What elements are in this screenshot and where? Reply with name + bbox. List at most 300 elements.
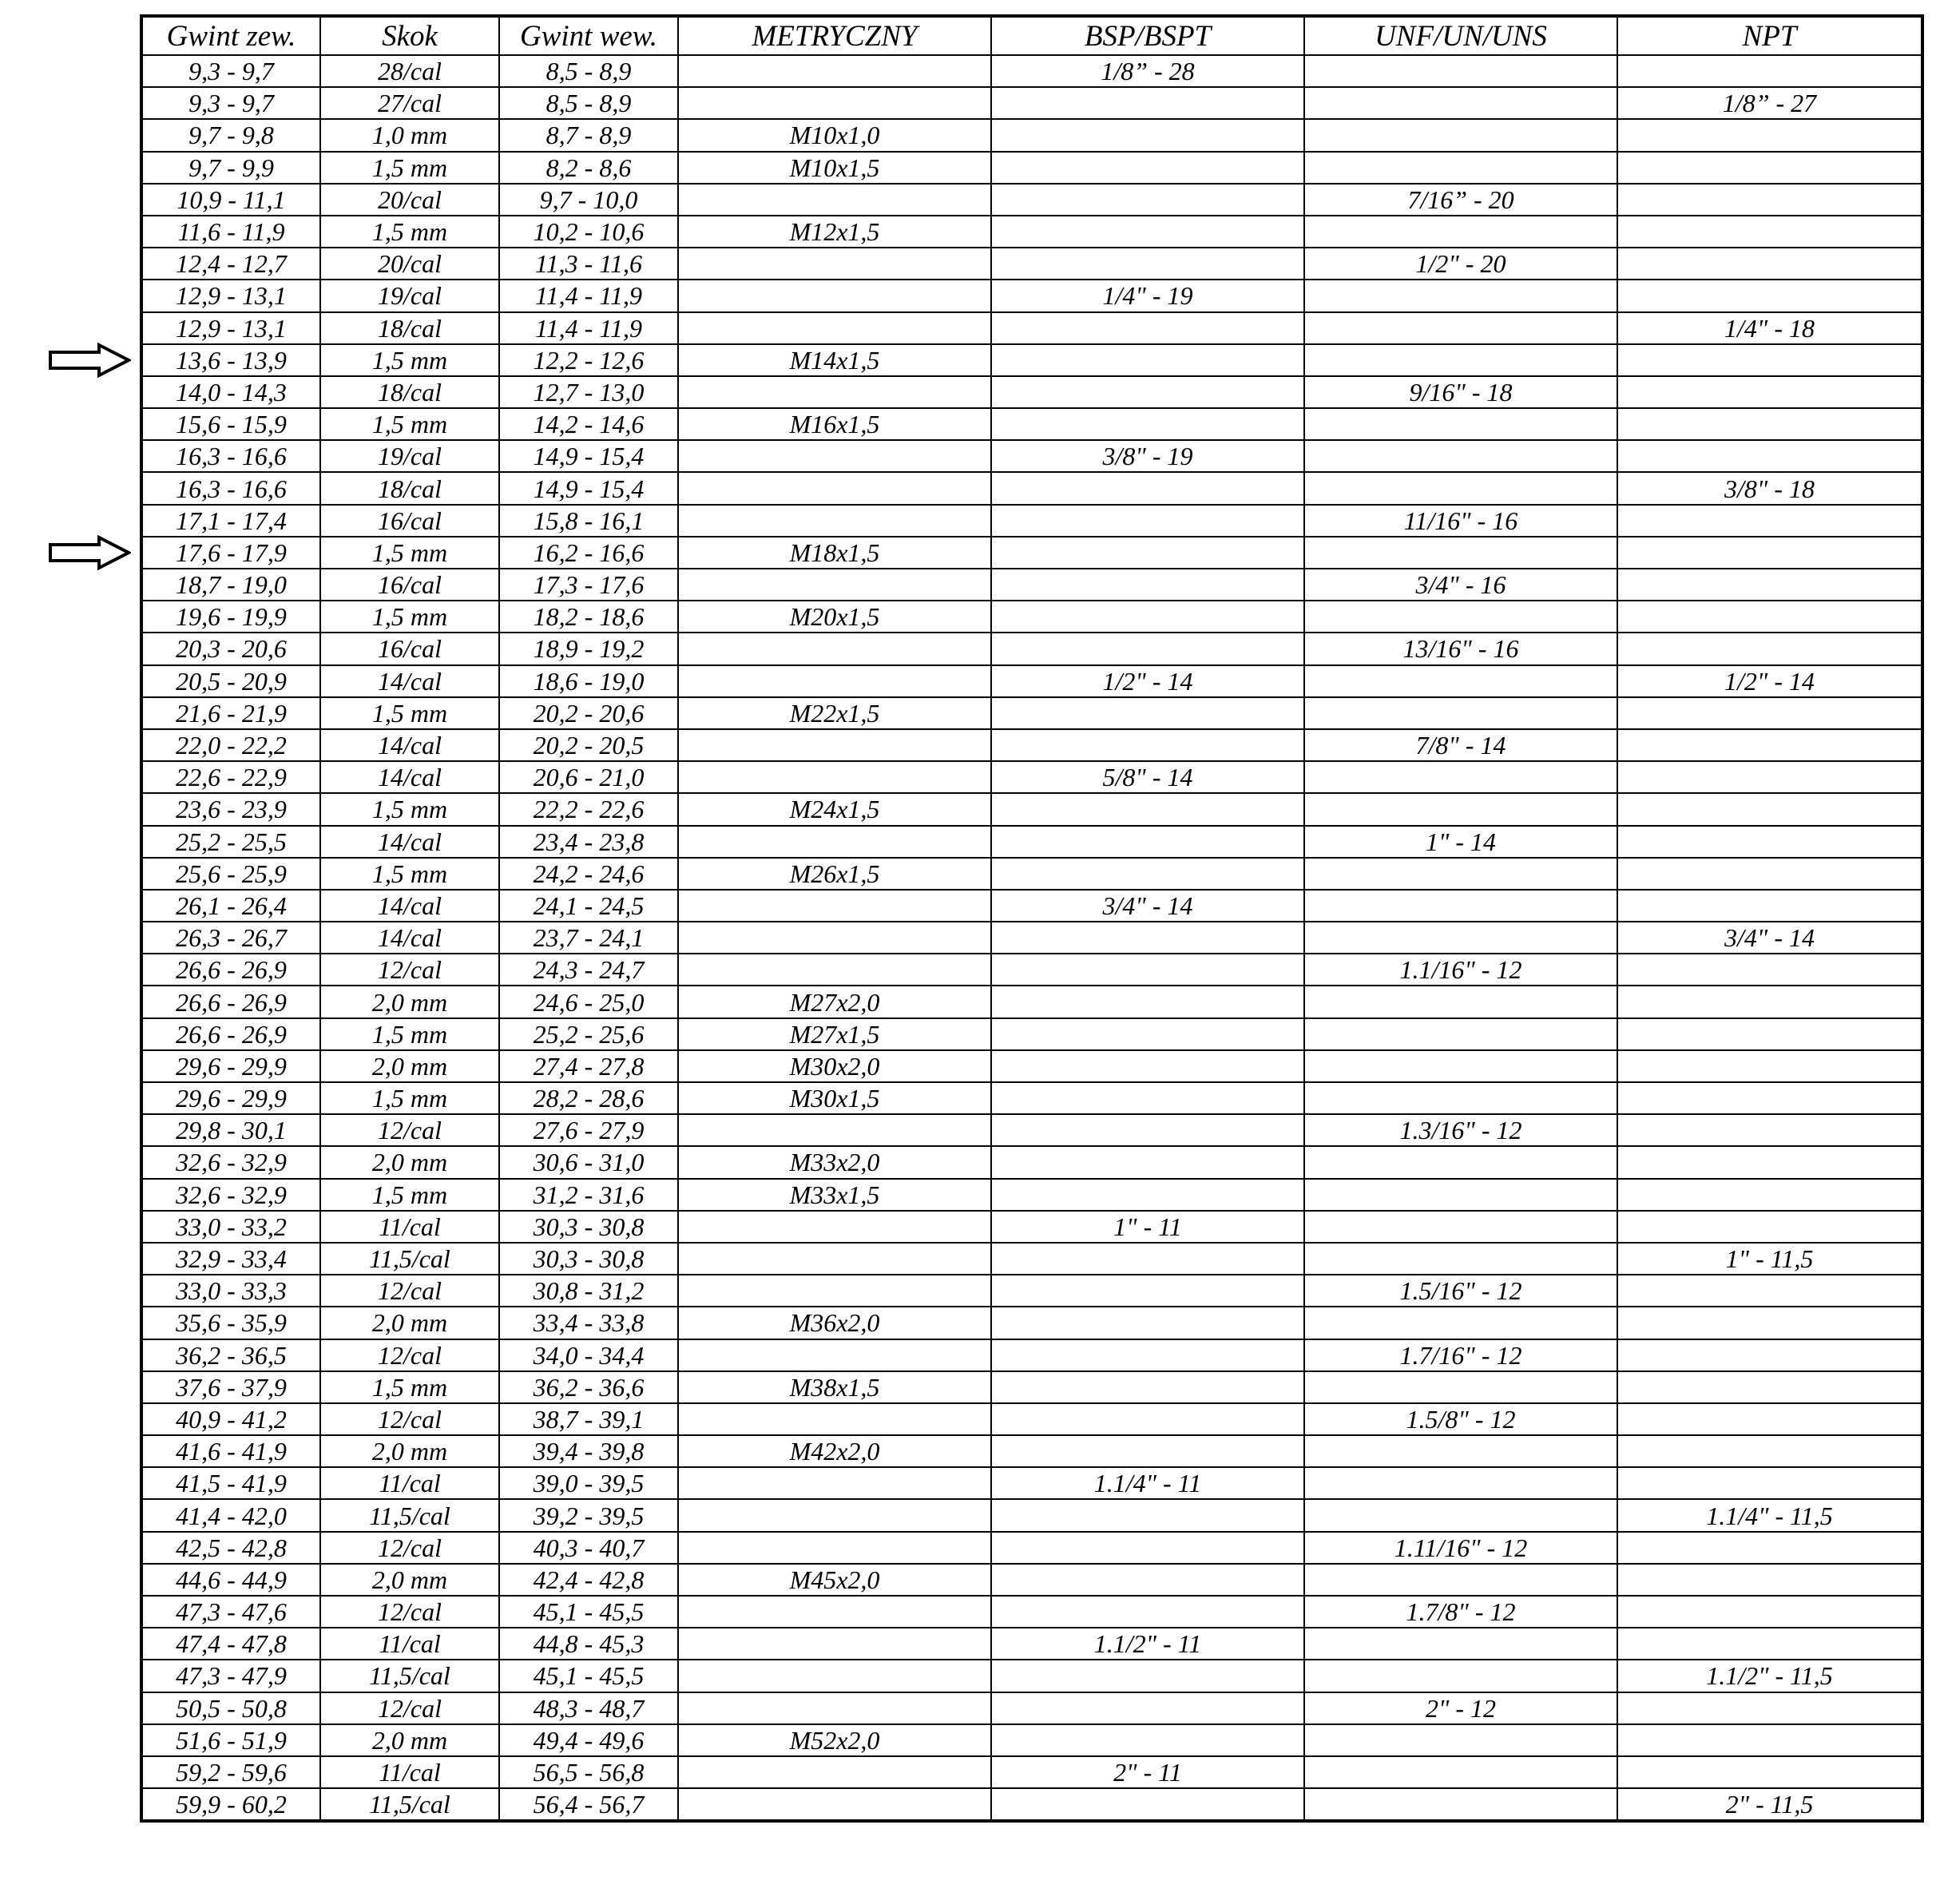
table-row xyxy=(141,248,1922,280)
cell-metric: M33x2,0 xyxy=(678,1146,991,1178)
cell-npt xyxy=(1617,1179,1922,1211)
cell-unf-un-uns: 7/16” - 20 xyxy=(1304,184,1617,216)
cell-internal-thread: 34,0 - 34,4 xyxy=(499,1339,678,1371)
cell-bsp-bspt xyxy=(991,1692,1304,1724)
cell-unf-un-uns xyxy=(1304,1211,1617,1243)
cell-unf-un-uns: 1.5/8" - 12 xyxy=(1304,1403,1617,1435)
table-row xyxy=(141,408,1922,440)
table-row xyxy=(141,1018,1922,1050)
cell-bsp-bspt: 5/8" - 14 xyxy=(991,761,1304,793)
cell-pitch: 14/cal xyxy=(320,729,499,761)
cell-pitch: 2,0 mm xyxy=(320,1146,499,1178)
cell-pitch: 1,5 mm xyxy=(320,537,499,569)
cell-external-thread: 20,3 - 20,6 xyxy=(141,633,320,664)
cell-bsp-bspt xyxy=(991,376,1304,408)
cell-external-thread: 10,9 - 11,1 xyxy=(141,184,320,216)
cell-unf-un-uns: 7/8" - 14 xyxy=(1304,729,1617,761)
cell-metric: M33x1,5 xyxy=(678,1179,991,1211)
cell-internal-thread: 33,4 - 33,8 xyxy=(499,1307,678,1339)
cell-pitch: 27/cal xyxy=(320,87,499,119)
cell-external-thread: 9,3 - 9,7 xyxy=(141,55,320,87)
table-row xyxy=(141,793,1922,825)
cell-metric xyxy=(678,55,991,87)
cell-pitch: 1,5 mm xyxy=(320,216,499,248)
cell-external-thread: 44,6 - 44,9 xyxy=(141,1564,320,1596)
cell-unf-un-uns xyxy=(1304,793,1617,825)
cell-unf-un-uns xyxy=(1304,440,1617,472)
cell-external-thread: 16,3 - 16,6 xyxy=(141,472,320,504)
cell-npt: 3/4" - 14 xyxy=(1617,922,1922,954)
cell-internal-thread: 8,5 - 8,9 xyxy=(499,87,678,119)
cell-unf-un-uns: 1.1/16" - 12 xyxy=(1304,954,1617,986)
cell-external-thread: 26,6 - 26,9 xyxy=(141,1018,320,1050)
cell-metric xyxy=(678,472,991,504)
cell-metric xyxy=(678,312,991,344)
cell-pitch: 16/cal xyxy=(320,505,499,537)
cell-unf-un-uns: 1" - 14 xyxy=(1304,826,1617,858)
cell-npt xyxy=(1617,1114,1922,1146)
cell-internal-thread: 8,2 - 8,6 xyxy=(499,152,678,184)
cell-external-thread: 29,8 - 30,1 xyxy=(141,1114,320,1146)
cell-internal-thread: 36,2 - 36,6 xyxy=(499,1371,678,1403)
cell-internal-thread: 16,2 - 16,6 xyxy=(499,537,678,569)
cell-internal-thread: 11,3 - 11,6 xyxy=(499,248,678,280)
cell-unf-un-uns xyxy=(1304,601,1617,633)
cell-npt xyxy=(1617,55,1922,87)
cell-npt xyxy=(1617,569,1922,601)
cell-internal-thread: 18,9 - 19,2 xyxy=(499,633,678,664)
cell-pitch: 12/cal xyxy=(320,1275,499,1307)
cell-npt: 3/8" - 18 xyxy=(1617,472,1922,504)
header-pitch: Skok xyxy=(320,16,499,55)
cell-pitch: 11/cal xyxy=(320,1628,499,1660)
cell-internal-thread: 24,1 - 24,5 xyxy=(499,890,678,922)
cell-unf-un-uns xyxy=(1304,1660,1617,1692)
cell-unf-un-uns xyxy=(1304,1371,1617,1403)
table-row xyxy=(141,119,1922,151)
cell-npt xyxy=(1617,826,1922,858)
cell-metric: M26x1,5 xyxy=(678,858,991,890)
cell-pitch: 18/cal xyxy=(320,472,499,504)
cell-external-thread: 26,3 - 26,7 xyxy=(141,922,320,954)
cell-bsp-bspt xyxy=(991,922,1304,954)
cell-unf-un-uns: 11/16" - 16 xyxy=(1304,505,1617,537)
table-row xyxy=(141,1564,1922,1596)
cell-unf-un-uns xyxy=(1304,537,1617,569)
cell-unf-un-uns: 3/4" - 16 xyxy=(1304,569,1617,601)
cell-bsp-bspt xyxy=(991,1307,1304,1339)
header-bsp-bspt: BSP/BSPT xyxy=(991,16,1304,55)
cell-internal-thread: 39,4 - 39,8 xyxy=(499,1435,678,1467)
cell-bsp-bspt xyxy=(991,1146,1304,1178)
cell-internal-thread: 30,6 - 31,0 xyxy=(499,1146,678,1178)
cell-unf-un-uns: 1.11/16" - 12 xyxy=(1304,1532,1617,1564)
cell-npt xyxy=(1617,1435,1922,1467)
cell-metric xyxy=(678,665,991,697)
cell-internal-thread: 40,3 - 40,7 xyxy=(499,1532,678,1564)
cell-external-thread: 41,4 - 42,0 xyxy=(141,1499,320,1531)
cell-internal-thread: 56,5 - 56,8 xyxy=(499,1756,678,1788)
cell-unf-un-uns xyxy=(1304,1756,1617,1788)
cell-npt xyxy=(1617,1467,1922,1499)
cell-pitch: 1,0 mm xyxy=(320,119,499,151)
table-row xyxy=(141,1532,1922,1564)
cell-external-thread: 47,3 - 47,6 xyxy=(141,1596,320,1628)
cell-npt xyxy=(1617,858,1922,890)
cell-npt xyxy=(1617,248,1922,280)
cell-bsp-bspt xyxy=(991,87,1304,119)
cell-external-thread: 11,6 - 11,9 xyxy=(141,216,320,248)
cell-metric xyxy=(678,761,991,793)
cell-external-thread: 25,2 - 25,5 xyxy=(141,826,320,858)
cell-npt xyxy=(1617,793,1922,825)
cell-unf-un-uns xyxy=(1304,1628,1617,1660)
cell-pitch: 2,0 mm xyxy=(320,1050,499,1082)
table-row xyxy=(141,87,1922,119)
cell-npt xyxy=(1617,537,1922,569)
cell-internal-thread: 23,4 - 23,8 xyxy=(499,826,678,858)
cell-pitch: 1,5 mm xyxy=(320,601,499,633)
cell-internal-thread: 38,7 - 39,1 xyxy=(499,1403,678,1435)
cell-bsp-bspt xyxy=(991,1499,1304,1531)
table-row xyxy=(141,697,1922,729)
cell-internal-thread: 11,4 - 11,9 xyxy=(499,312,678,344)
cell-bsp-bspt xyxy=(991,826,1304,858)
table-row xyxy=(141,1499,1922,1531)
cell-pitch: 19/cal xyxy=(320,280,499,311)
table-row xyxy=(141,1275,1922,1307)
cell-pitch: 12/cal xyxy=(320,1596,499,1628)
table-row xyxy=(141,858,1922,890)
cell-npt xyxy=(1617,184,1922,216)
cell-pitch: 1,5 mm xyxy=(320,697,499,729)
cell-internal-thread: 44,8 - 45,3 xyxy=(499,1628,678,1660)
table-row xyxy=(141,761,1922,793)
cell-unf-un-uns: 1/2" - 20 xyxy=(1304,248,1617,280)
cell-unf-un-uns: 13/16" - 16 xyxy=(1304,633,1617,664)
cell-unf-un-uns xyxy=(1304,216,1617,248)
cell-internal-thread: 42,4 - 42,8 xyxy=(499,1564,678,1596)
cell-unf-un-uns xyxy=(1304,312,1617,344)
cell-pitch: 11,5/cal xyxy=(320,1243,499,1275)
cell-external-thread: 15,6 - 15,9 xyxy=(141,408,320,440)
table-row xyxy=(141,1339,1922,1371)
cell-metric: M24x1,5 xyxy=(678,793,991,825)
cell-npt xyxy=(1617,1275,1922,1307)
cell-unf-un-uns xyxy=(1304,55,1617,87)
cell-internal-thread: 22,2 - 22,6 xyxy=(499,793,678,825)
cell-internal-thread: 31,2 - 31,6 xyxy=(499,1179,678,1211)
cell-internal-thread: 17,3 - 17,6 xyxy=(499,569,678,601)
cell-npt: 1.1/2" - 11,5 xyxy=(1617,1660,1922,1692)
cell-npt xyxy=(1617,1018,1922,1050)
cell-external-thread: 36,2 - 36,5 xyxy=(141,1339,320,1371)
cell-npt: 1.1/4" - 11,5 xyxy=(1617,1499,1922,1531)
cell-bsp-bspt xyxy=(991,184,1304,216)
cell-bsp-bspt xyxy=(991,472,1304,504)
cell-npt xyxy=(1617,761,1922,793)
cell-unf-un-uns xyxy=(1304,344,1617,376)
cell-pitch: 1,5 mm xyxy=(320,793,499,825)
header-metric: METRYCZNY xyxy=(678,16,991,55)
cell-internal-thread: 14,2 - 14,6 xyxy=(499,408,678,440)
cell-unf-un-uns xyxy=(1304,1564,1617,1596)
cell-unf-un-uns xyxy=(1304,697,1617,729)
cell-npt xyxy=(1617,1082,1922,1114)
cell-internal-thread: 25,2 - 25,6 xyxy=(499,1018,678,1050)
cell-external-thread: 50,5 - 50,8 xyxy=(141,1692,320,1724)
cell-internal-thread: 30,3 - 30,8 xyxy=(499,1211,678,1243)
cell-npt xyxy=(1617,1050,1922,1082)
table-row xyxy=(141,1146,1922,1178)
table-row xyxy=(141,55,1922,87)
cell-unf-un-uns xyxy=(1304,1082,1617,1114)
cell-external-thread: 35,6 - 35,9 xyxy=(141,1307,320,1339)
table-row xyxy=(141,890,1922,922)
cell-bsp-bspt xyxy=(991,633,1304,664)
cell-pitch: 12/cal xyxy=(320,1114,499,1146)
cell-external-thread: 33,0 - 33,2 xyxy=(141,1211,320,1243)
cell-external-thread: 16,3 - 16,6 xyxy=(141,440,320,472)
cell-internal-thread: 39,2 - 39,5 xyxy=(499,1499,678,1531)
cell-pitch: 16/cal xyxy=(320,633,499,664)
cell-pitch: 18/cal xyxy=(320,376,499,408)
cell-external-thread: 41,5 - 41,9 xyxy=(141,1467,320,1499)
cell-pitch: 16/cal xyxy=(320,569,499,601)
cell-metric: M10x1,0 xyxy=(678,119,991,151)
cell-external-thread: 22,6 - 22,9 xyxy=(141,761,320,793)
cell-internal-thread: 14,9 - 15,4 xyxy=(499,440,678,472)
cell-npt xyxy=(1617,280,1922,311)
table-row xyxy=(141,1660,1922,1692)
cell-pitch: 1,5 mm xyxy=(320,1018,499,1050)
cell-internal-thread: 48,3 - 48,7 xyxy=(499,1692,678,1724)
cell-bsp-bspt xyxy=(991,1724,1304,1756)
cell-internal-thread: 20,2 - 20,5 xyxy=(499,729,678,761)
cell-bsp-bspt xyxy=(991,1660,1304,1692)
cell-metric: M30x1,5 xyxy=(678,1082,991,1114)
cell-pitch: 2,0 mm xyxy=(320,1435,499,1467)
cell-internal-thread: 10,2 - 10,6 xyxy=(499,216,678,248)
cell-internal-thread: 24,3 - 24,7 xyxy=(499,954,678,986)
cell-internal-thread: 39,0 - 39,5 xyxy=(499,1467,678,1499)
cell-pitch: 14/cal xyxy=(320,826,499,858)
cell-external-thread: 22,0 - 22,2 xyxy=(141,729,320,761)
cell-metric: M30x2,0 xyxy=(678,1050,991,1082)
cell-metric xyxy=(678,440,991,472)
cell-npt xyxy=(1617,1403,1922,1435)
cell-unf-un-uns: 1.3/16" - 12 xyxy=(1304,1114,1617,1146)
cell-pitch: 1,5 mm xyxy=(320,1371,499,1403)
cell-internal-thread: 49,4 - 49,6 xyxy=(499,1724,678,1756)
cell-unf-un-uns xyxy=(1304,1467,1617,1499)
cell-pitch: 19/cal xyxy=(320,440,499,472)
cell-bsp-bspt xyxy=(991,505,1304,537)
cell-bsp-bspt xyxy=(991,248,1304,280)
cell-external-thread: 51,6 - 51,9 xyxy=(141,1724,320,1756)
cell-unf-un-uns xyxy=(1304,1499,1617,1531)
cell-bsp-bspt xyxy=(991,601,1304,633)
header-external-thread: Gwint zew. xyxy=(141,16,320,55)
table-row xyxy=(141,665,1922,697)
cell-metric xyxy=(678,1275,991,1307)
table-row xyxy=(141,1724,1922,1756)
cell-npt xyxy=(1617,1596,1922,1628)
cell-metric: M18x1,5 xyxy=(678,537,991,569)
cell-unf-un-uns xyxy=(1304,408,1617,440)
cell-external-thread: 32,6 - 32,9 xyxy=(141,1146,320,1178)
header-internal-thread: Gwint wew. xyxy=(499,16,678,55)
cell-external-thread: 20,5 - 20,9 xyxy=(141,665,320,697)
cell-bsp-bspt xyxy=(991,1532,1304,1564)
cell-unf-un-uns xyxy=(1304,119,1617,151)
table-row xyxy=(141,1596,1922,1628)
table-row xyxy=(141,729,1922,761)
cell-npt xyxy=(1617,1371,1922,1403)
cell-bsp-bspt: 3/4" - 14 xyxy=(991,890,1304,922)
cell-internal-thread: 9,7 - 10,0 xyxy=(499,184,678,216)
cell-metric xyxy=(678,1532,991,1564)
cell-bsp-bspt xyxy=(991,1371,1304,1403)
cell-metric xyxy=(678,87,991,119)
cell-external-thread: 41,6 - 41,9 xyxy=(141,1435,320,1467)
table-row xyxy=(141,1692,1922,1724)
cell-metric: M10x1,5 xyxy=(678,152,991,184)
cell-pitch: 2,0 mm xyxy=(320,1564,499,1596)
cell-bsp-bspt xyxy=(991,1339,1304,1371)
cell-pitch: 1,5 mm xyxy=(320,858,499,890)
cell-metric: M27x1,5 xyxy=(678,1018,991,1050)
cell-pitch: 12/cal xyxy=(320,954,499,986)
cell-bsp-bspt xyxy=(991,569,1304,601)
table-row xyxy=(141,505,1922,537)
header-unf-un-uns: UNF/UN/UNS xyxy=(1304,16,1617,55)
cell-internal-thread: 27,6 - 27,9 xyxy=(499,1114,678,1146)
table-row xyxy=(141,472,1922,504)
cell-bsp-bspt xyxy=(991,1082,1304,1114)
cell-external-thread: 59,2 - 59,6 xyxy=(141,1756,320,1788)
cell-npt xyxy=(1617,505,1922,537)
cell-npt xyxy=(1617,697,1922,729)
cell-unf-un-uns xyxy=(1304,1307,1617,1339)
cell-npt xyxy=(1617,1146,1922,1178)
table-row xyxy=(141,1307,1922,1339)
cell-unf-un-uns xyxy=(1304,87,1617,119)
cell-metric xyxy=(678,1756,991,1788)
cell-pitch: 11/cal xyxy=(320,1211,499,1243)
cell-unf-un-uns: 1.7/16" - 12 xyxy=(1304,1339,1617,1371)
cell-bsp-bspt xyxy=(991,1018,1304,1050)
cell-unf-un-uns: 1.5/16" - 12 xyxy=(1304,1275,1617,1307)
cell-pitch: 11,5/cal xyxy=(320,1660,499,1692)
cell-metric: M38x1,5 xyxy=(678,1371,991,1403)
cell-external-thread: 25,6 - 25,9 xyxy=(141,858,320,890)
cell-bsp-bspt xyxy=(991,408,1304,440)
cell-internal-thread: 12,7 - 13,0 xyxy=(499,376,678,408)
cell-bsp-bspt xyxy=(991,986,1304,1017)
table-row xyxy=(141,376,1922,408)
cell-bsp-bspt: 2" - 11 xyxy=(991,1756,1304,1788)
cell-metric: M16x1,5 xyxy=(678,408,991,440)
cell-unf-un-uns xyxy=(1304,280,1617,311)
cell-external-thread: 18,7 - 19,0 xyxy=(141,569,320,601)
cell-bsp-bspt xyxy=(991,1179,1304,1211)
cell-pitch: 2,0 mm xyxy=(320,1307,499,1339)
cell-external-thread: 9,7 - 9,9 xyxy=(141,152,320,184)
header-row xyxy=(141,16,1922,55)
cell-unf-un-uns xyxy=(1304,1018,1617,1050)
cell-bsp-bspt xyxy=(991,537,1304,569)
table-row xyxy=(141,826,1922,858)
cell-pitch: 11/cal xyxy=(320,1756,499,1788)
cell-npt: 1/4" - 18 xyxy=(1617,312,1922,344)
cell-npt xyxy=(1617,1211,1922,1243)
cell-external-thread: 59,9 - 60,2 xyxy=(141,1788,320,1821)
cell-external-thread: 32,9 - 33,4 xyxy=(141,1243,320,1275)
cell-external-thread: 17,6 - 17,9 xyxy=(141,537,320,569)
cell-external-thread: 26,6 - 26,9 xyxy=(141,954,320,986)
cell-npt xyxy=(1617,344,1922,376)
cell-unf-un-uns xyxy=(1304,761,1617,793)
cell-npt xyxy=(1617,1724,1922,1756)
cell-external-thread: 33,0 - 33,3 xyxy=(141,1275,320,1307)
cell-metric xyxy=(678,1114,991,1146)
cell-bsp-bspt xyxy=(991,1596,1304,1628)
cell-internal-thread: 15,8 - 16,1 xyxy=(499,505,678,537)
cell-unf-un-uns xyxy=(1304,1788,1617,1821)
cell-unf-un-uns: 1.7/8" - 12 xyxy=(1304,1596,1617,1628)
cell-npt xyxy=(1617,1692,1922,1724)
cell-unf-un-uns xyxy=(1304,922,1617,954)
cell-metric xyxy=(678,505,991,537)
cell-pitch: 12/cal xyxy=(320,1339,499,1371)
cell-bsp-bspt xyxy=(991,1564,1304,1596)
cell-metric xyxy=(678,826,991,858)
cell-unf-un-uns xyxy=(1304,986,1617,1017)
table-row xyxy=(141,633,1922,664)
cell-metric xyxy=(678,248,991,280)
cell-metric xyxy=(678,1692,991,1724)
cell-metric: M27x2,0 xyxy=(678,986,991,1017)
table-row xyxy=(141,1082,1922,1114)
cell-npt xyxy=(1617,1756,1922,1788)
cell-metric xyxy=(678,376,991,408)
cell-unf-un-uns xyxy=(1304,1179,1617,1211)
cell-external-thread: 21,6 - 21,9 xyxy=(141,697,320,729)
cell-bsp-bspt xyxy=(991,119,1304,151)
cell-unf-un-uns xyxy=(1304,1146,1617,1178)
cell-pitch: 11,5/cal xyxy=(320,1788,499,1821)
cell-external-thread: 37,6 - 37,9 xyxy=(141,1371,320,1403)
cell-internal-thread: 30,3 - 30,8 xyxy=(499,1243,678,1275)
cell-bsp-bspt xyxy=(991,858,1304,890)
table-row xyxy=(141,537,1922,569)
cell-npt xyxy=(1617,954,1922,986)
cell-npt xyxy=(1617,216,1922,248)
cell-npt xyxy=(1617,1532,1922,1564)
table-row xyxy=(141,1050,1922,1082)
cell-bsp-bspt xyxy=(991,344,1304,376)
table-row xyxy=(141,954,1922,986)
table-row xyxy=(141,1114,1922,1146)
cell-npt xyxy=(1617,890,1922,922)
cell-external-thread: 40,9 - 41,2 xyxy=(141,1403,320,1435)
cell-pitch: 1,5 mm xyxy=(320,1179,499,1211)
cell-pitch: 11/cal xyxy=(320,1467,499,1499)
cell-internal-thread: 18,6 - 19,0 xyxy=(499,665,678,697)
cell-pitch: 18/cal xyxy=(320,312,499,344)
cell-metric xyxy=(678,633,991,664)
